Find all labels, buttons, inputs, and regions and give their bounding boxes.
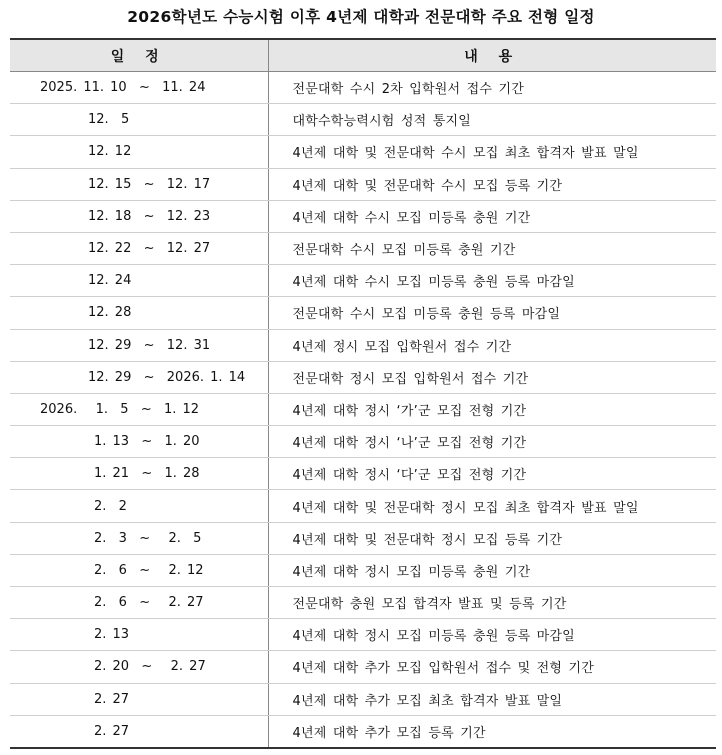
table-row [10, 232, 716, 264]
date-cell: 2. 27 [10, 683, 268, 715]
content-cell: 전문대학 수시 모집 미등록 충원 등록 마감일 [268, 297, 716, 329]
table-row [10, 104, 716, 136]
date-cell: 12. 5 [10, 104, 268, 136]
table-row [10, 329, 716, 361]
table-row [10, 393, 716, 425]
content-column-header: 내 용 [268, 39, 716, 72]
date-cell: 2025. 11. 10 ~ 11. 24 [10, 72, 268, 104]
content-cell: 4년제 대학 추가 모집 입학원서 접수 및 전형 기간 [268, 651, 716, 683]
content-cell: 4년제 정시 모집 입학원서 접수 기간 [268, 329, 716, 361]
content-cell: 전문대학 수시 2차 입학원서 접수 기간 [268, 72, 716, 104]
table-row [10, 587, 716, 619]
date-cell: 12. 29 ~ 12. 31 [10, 329, 268, 361]
date-cell: 12. 28 [10, 297, 268, 329]
date-cell: 2. 2 [10, 490, 268, 522]
content-cell: 전문대학 수시 모집 미등록 충원 기간 [268, 232, 716, 264]
table-row [10, 168, 716, 200]
table-row [10, 426, 716, 458]
date-cell: 12. 15 ~ 12. 17 [10, 168, 268, 200]
date-cell: 12. 24 [10, 265, 268, 297]
table-row [10, 265, 716, 297]
date-cell: 2. 6 ~ 2. 12 [10, 554, 268, 586]
content-cell: 전문대학 충원 모집 합격자 발표 및 등록 기간 [268, 587, 716, 619]
header-row [10, 39, 716, 72]
table-row [10, 458, 716, 490]
table-row [10, 361, 716, 393]
content-cell: 4년제 대학 수시 모집 미등록 충원 등록 마감일 [268, 265, 716, 297]
table-body [10, 72, 716, 748]
content-cell: 4년제 대학 정시 ‘가’군 모집 전형 기간 [268, 393, 716, 425]
date-cell: 12. 29 ~ 2026. 1. 14 [10, 361, 268, 393]
table-row [10, 522, 716, 554]
date-cell: 12. 22 ~ 12. 27 [10, 232, 268, 264]
table-row [10, 651, 716, 683]
content-cell: 4년제 대학 정시 ‘나’군 모집 전형 기간 [268, 426, 716, 458]
content-cell: 4년제 대학 추가 모집 등록 기간 [292, 725, 486, 741]
content-cell: 4년제 대학 정시 모집 미등록 충원 등록 마감일 [268, 619, 716, 651]
date-cell: 2. 27 [10, 715, 268, 748]
table-row [10, 200, 716, 232]
content-cell: 4년제 대학 수시 모집 미등록 충원 기간 [268, 200, 716, 232]
content-cell: 4년제 대학 및 전문대학 수시 모집 등록 기간 [268, 168, 716, 200]
date-cell: 2. 13 [10, 619, 268, 651]
date-column-header: 일 정 [10, 39, 268, 72]
date-cell: 2. 3 ~ 2. 5 [10, 522, 268, 554]
content-cell: 4년제 대학 및 전문대학 정시 모집 최초 합격자 발표 말일 [268, 490, 716, 522]
schedule-table [10, 38, 716, 749]
date-cell: 2026. 1. 5 ~ 1. 12 [10, 393, 268, 425]
content-cell: 전문대학 정시 모집 입학원서 접수 기간 [268, 361, 716, 393]
content-cell: 대학수학능력시험 성적 통지일 [268, 104, 716, 136]
table-row [10, 490, 716, 522]
date-cell: 2. 20 ~ 2. 27 [10, 651, 268, 683]
content-cell: 4년제 대학 정시 ‘다’군 모집 전형 기간 [268, 458, 716, 490]
table-row [10, 683, 716, 715]
content-cell: 4년제 대학 정시 모집 미등록 충원 기간 [268, 554, 716, 586]
content-cell: 4년제 대학 및 전문대학 수시 모집 최초 합격자 발표 말일 [268, 136, 716, 168]
table-row [10, 554, 716, 586]
date-cell: 1. 13 ~ 1. 20 [10, 426, 268, 458]
table-row [10, 136, 716, 168]
date-cell: 12. 18 ~ 12. 23 [10, 200, 268, 232]
content-cell: 4년제 대학 추가 모집 최초 합격자 발표 말일 [268, 683, 716, 715]
date-cell: 12. 12 [10, 136, 268, 168]
date-cell: 1. 21 ~ 1. 28 [10, 458, 268, 490]
date-cell: 2. 6 ~ 2. 27 [10, 587, 268, 619]
table-header [10, 39, 716, 72]
table-row [10, 715, 716, 748]
page-title: 2026학년도 수능시험 이후 4년제 대학과 전문대학 주요 전형 일정 [127, 8, 595, 26]
content-cell: 4년제 대학 및 전문대학 정시 모집 등록 기간 [268, 522, 716, 554]
table-row [10, 297, 716, 329]
table-row [10, 72, 716, 104]
table-row [10, 619, 716, 651]
